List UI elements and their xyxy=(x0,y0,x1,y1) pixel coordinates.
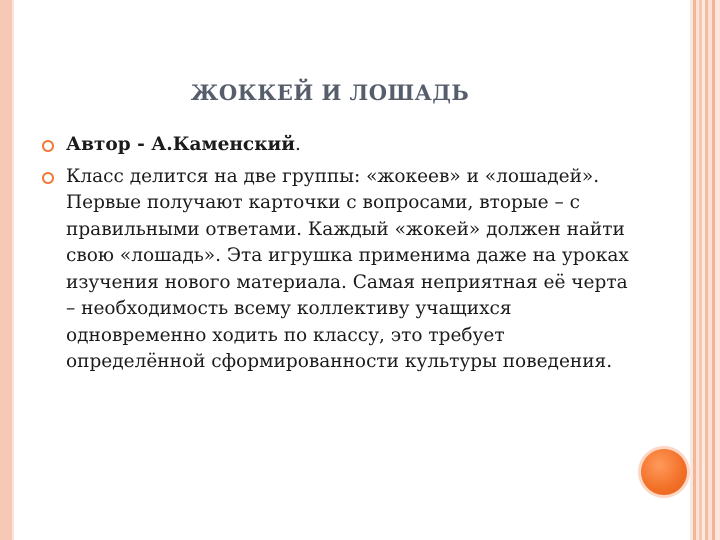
bullet-list xyxy=(42,132,632,376)
bullet-description xyxy=(42,164,632,376)
description-text: Класс делится на две группы: «жокеев» и «лошадей». Первые получают карточки с вопросами, вторые – с правильными ответами. Каждый «жокей» должен найти свою «лошадь». Эта игрушка применима даже на уроках изучения нового материала. Самая неприятная её черта – необходимость всему коллективу учащихся одновременно ходить по классу, это требует определённой сформированности культуры поведения. xyxy=(66,165,629,372)
slide-title: ЖОККЕЙ И ЛОШАДЬ xyxy=(190,80,470,105)
bullet-circle-icon xyxy=(42,140,54,152)
left-frame-stripe xyxy=(0,0,12,540)
bullet-author xyxy=(42,132,632,159)
author-suffix: . xyxy=(295,134,301,155)
decorative-orange-circle xyxy=(641,449,687,495)
right-frame-stripes xyxy=(690,0,720,540)
left-frame-inner-stripe xyxy=(12,0,14,540)
bullet-circle-icon xyxy=(42,172,54,184)
author-label: Автор - А.Каменский xyxy=(66,134,295,155)
